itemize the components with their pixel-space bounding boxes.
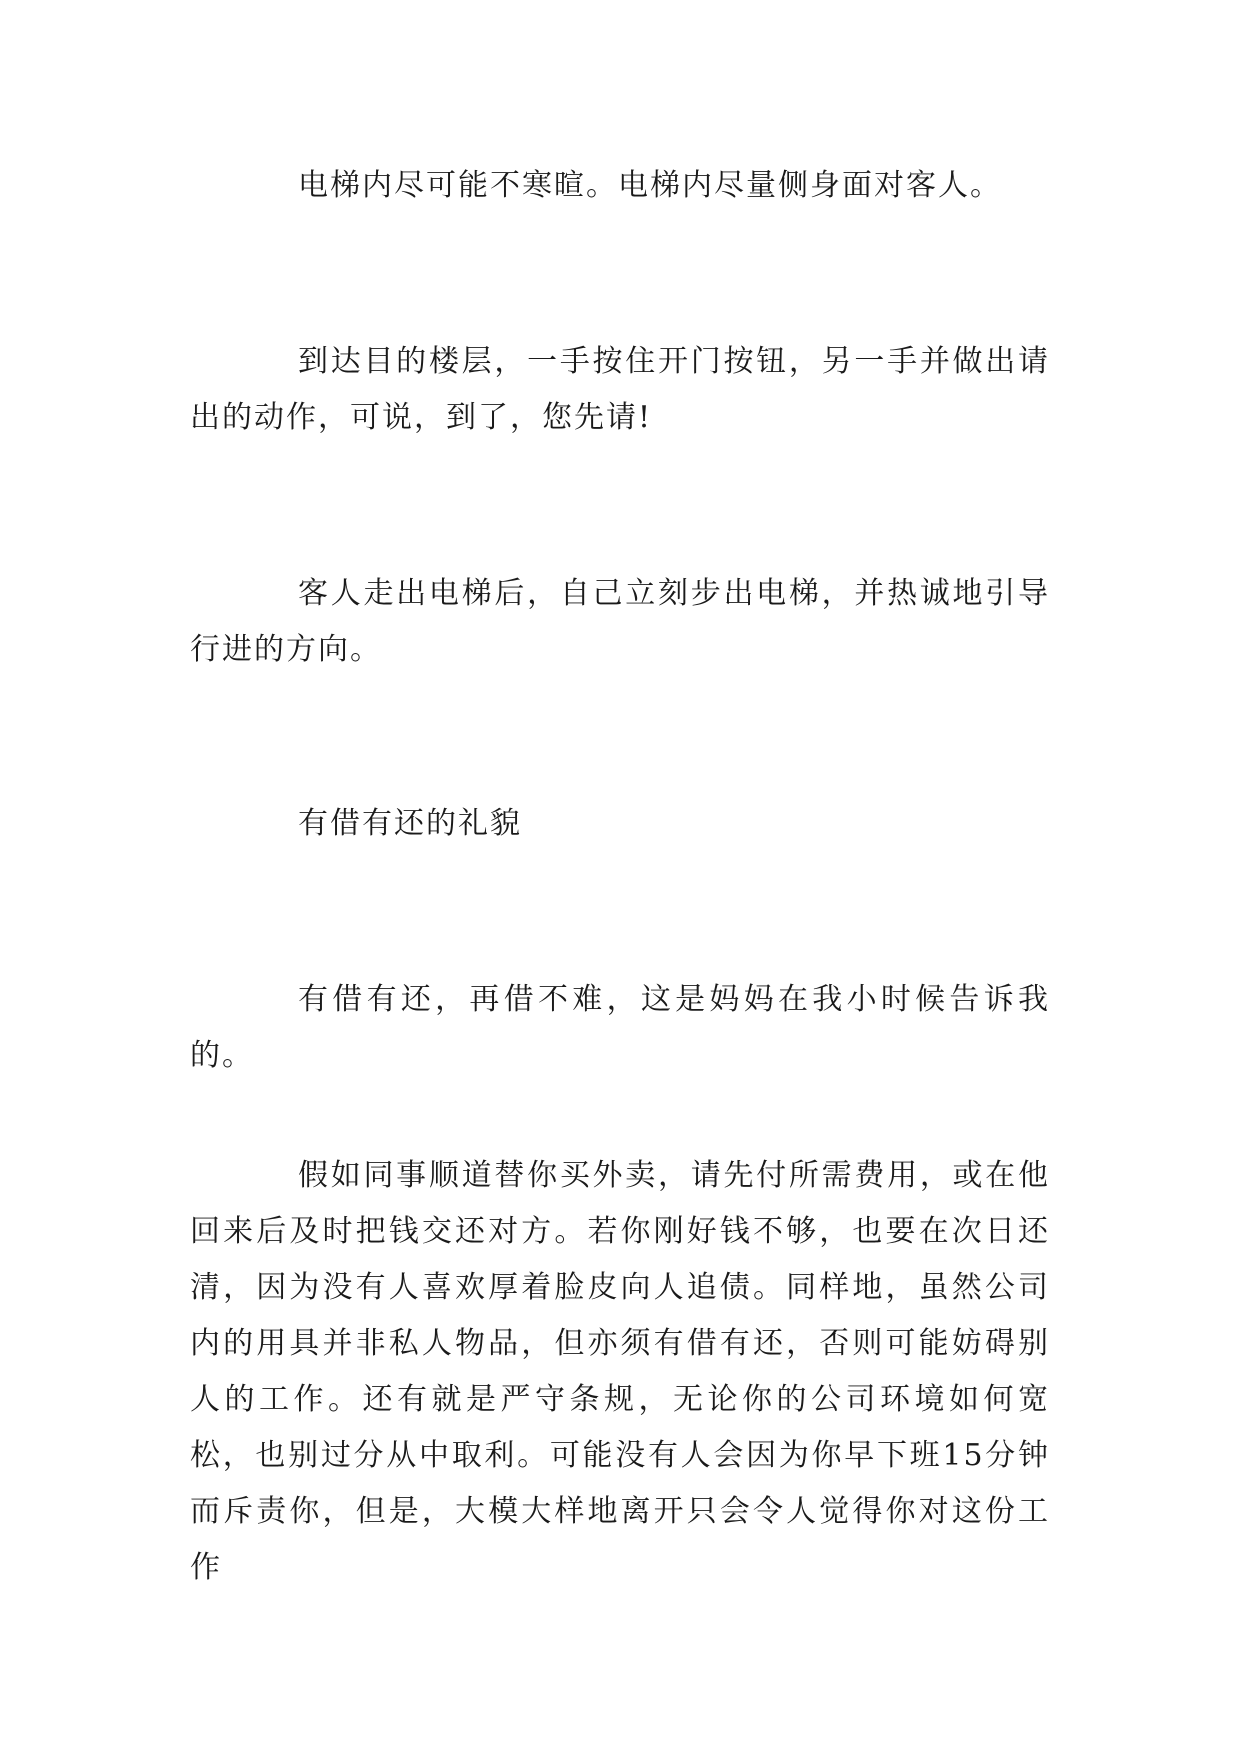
paragraph-exit-elevator: 客人走出电梯后，自己立刻步出电梯，并热诚地引导行进的方向。 <box>190 576 1050 667</box>
paragraph-elevator-greeting: 电梯内尽可能不寒暄。电梯内尽量侧身面对客人。 <box>298 168 1002 203</box>
paragraph-arrival-floor: 到达目的楼层，一手按住开门按钮，另一手并做出请出的动作，可说，到了，您先请! <box>190 344 1050 435</box>
paragraph-mother-advice: 有借有还，再借不难，这是妈妈在我小时候告诉我的。 <box>190 982 1050 1073</box>
section-heading-borrow-return: 有借有还的礼貌 <box>298 806 522 841</box>
paragraph-colleague-etiquette: 假如同事顺道替你买外卖，请先付所需费用，或在他回来后及时把钱交还对方。若你刚好钱不够，也要在次日还清，因为没有人喜欢厚着脸皮向人追债。同样地，虽然公司内的用具并非私人物品，但亦须有借有还，否则可能妨碍别人的工作。还有就是严守条规，无论你的公司环境如何宽松，也别过分从中取利。可能没有人会因为你早下班15分钟而斥责你，但是，大模大样地离开只会令人觉得你对这份工作 <box>190 1158 1050 1585</box>
